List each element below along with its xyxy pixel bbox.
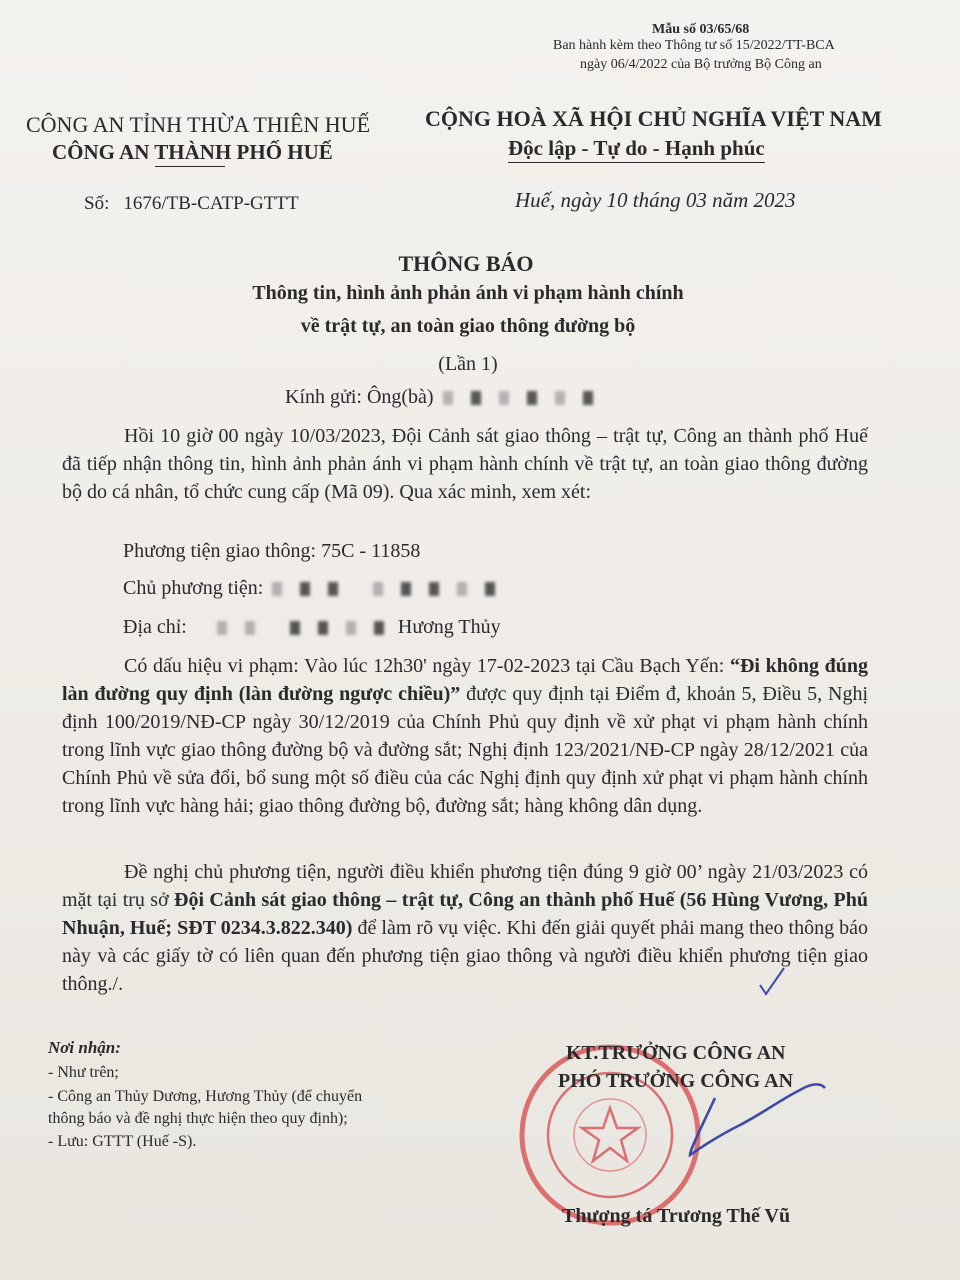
redacted-address xyxy=(217,621,227,635)
recipients-item: - Như trên; xyxy=(48,1064,119,1081)
request-paragraph xyxy=(62,858,868,998)
violation-description: “Đi không đúng làn đường quy định (làn đường ngược chiều)” xyxy=(62,655,868,705)
document-title: THÔNG BÁO xyxy=(398,251,534,276)
owner-label: Chủ phương tiện: xyxy=(123,577,264,599)
national-motto: Độc lập - Tự do - Hạnh phúc xyxy=(508,136,765,160)
violation-legal-basis: được quy định tại Điểm đ, khoản 5, Điều 5, Nghị định 100/2019/NĐ-CP ngày 30/12/2019 của Chính Phủ quy định về xử phạt vi phạm hành chính trong lĩnh vực giao thông đường bộ và đường sắt; Nghị định 123/2021/NĐ-CP ngày 28/12/2021 của Chính Phủ về sửa đổi, bổ sung một số điều của các Nghị định quy định xử phạt vi phạm hành chính trong lĩnh vực hàng hải; giao thông đường bộ, đường sắt; hàng không dân dụng. xyxy=(62,683,868,817)
vehicle-label: Phương tiện giao thông: xyxy=(123,540,317,562)
document-number xyxy=(84,193,299,215)
national-title: CỘNG HOÀ XÃ HỘI CHỦ NGHĨA VIỆT NAM xyxy=(425,106,882,131)
recipient-line xyxy=(285,386,602,409)
issue-date: Huế, ngày 10 tháng 03 năm 2023 xyxy=(515,188,796,212)
redacted-name xyxy=(443,391,453,405)
address-line xyxy=(123,616,501,639)
recipients-item: - Công an Thủy Dương, Hương Thủy (để chuyển xyxy=(48,1088,363,1105)
handwritten-signature xyxy=(690,1084,825,1155)
signature-authority-line1: KT.TRƯỞNG CÔNG AN xyxy=(566,1042,786,1064)
recipients-title: Nơi nhận: xyxy=(48,1038,121,1057)
vehicle-line xyxy=(123,540,420,563)
document-number-label: Số: xyxy=(84,193,110,214)
signature-authority-line2: PHÓ TRƯỞNG CÔNG AN xyxy=(558,1070,794,1092)
vehicle-plate: 75C - 11858 xyxy=(321,540,421,562)
recipients-item: thông báo và đề nghị thực hiện theo quy định); xyxy=(48,1110,348,1127)
request-instructions: để làm rõ vụ việc. Khi đến giải quyết phải mang theo thông báo này và các giấy tờ có liên quan đến phương tiện giao thông và người điều khiển phương tiện giao thông./. xyxy=(62,917,869,995)
request-location: Đội Cảnh sát giao thông – trật tự, Công an thành phố Huế (56 Hùng Vương, Phú Nhuận, Huế; SĐT 0234.3.822.340) xyxy=(62,889,868,939)
agency-name: CÔNG AN THÀNH PHỐ HUẾ xyxy=(52,140,333,164)
agency-parent: CÔNG AN TỈNH THỪA THIÊN HUẾ xyxy=(26,112,371,137)
stamp-star-icon xyxy=(582,1108,638,1161)
address-label: Địa chỉ: xyxy=(123,616,187,638)
document-number-value: 1676/TB-CATP-GTTT xyxy=(123,193,299,214)
address-district: Hương Thủy xyxy=(397,616,501,638)
form-number: Mẫu số 03/65/68 xyxy=(652,22,750,37)
violation-paragraph xyxy=(62,652,868,820)
document-subtitle-line1: Thông tin, hình ảnh phản ánh vi phạm hành chính xyxy=(252,282,684,304)
redacted-owner xyxy=(272,582,282,596)
document-subtitle-line2: về trật tự, an toàn giao thông đường bộ xyxy=(300,315,636,337)
issued-by-line1: Ban hành kèm theo Thông tư số 15/2022/TT-BCA xyxy=(553,38,835,53)
request-intro: Đề nghị chủ phương tiện, người điều khiển phương tiện đúng 9 giờ 00’ ngày 21/03/2023 có mặt tại trụ sở xyxy=(62,861,868,911)
attempt-number: (Lần 1) xyxy=(438,353,498,375)
recipients-item: - Lưu: GTTT (Huế -S). xyxy=(48,1133,197,1150)
owner-line xyxy=(123,577,504,600)
intro-paragraph: Hồi 10 giờ 00 ngày 10/03/2023, Đội Cảnh sát giao thông – trật tự, Công an thành phố Huế đã tiếp nhận thông tin, hình ảnh phản ánh vi phạm hành chính về trật tự, an toàn giao thông đường bộ do cá nhân, tổ chức cung cấp (Mã 09). Qua xác minh, xem xét: xyxy=(62,425,868,503)
signer-name: Thượng tá Trương Thế Vũ xyxy=(562,1205,791,1227)
issued-by-line2: ngày 06/4/2022 của Bộ trưởng Bộ Công an xyxy=(580,57,822,72)
violation-intro: Có dấu hiệu vi phạm: Vào lúc 12h30' ngày 17-02-2023 tại Cầu Bạch Yến: xyxy=(124,655,725,677)
recipient-label: Kính gửi: Ông(bà) xyxy=(285,386,434,408)
